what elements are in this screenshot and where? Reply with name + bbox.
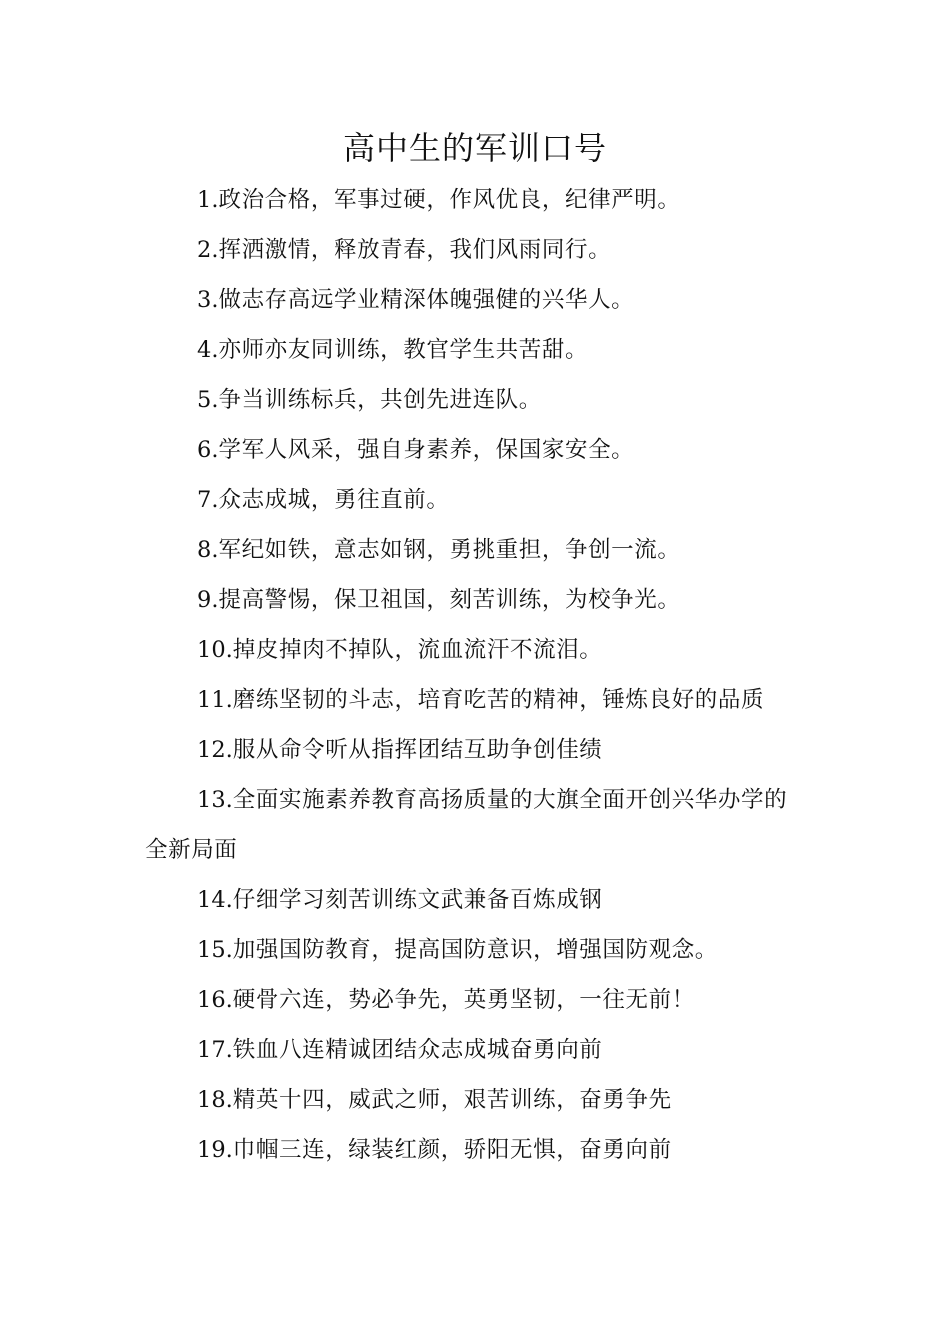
slogan-number: 9. <box>197 587 219 613</box>
slogan-text: 巾帼三连，绿装红颜，骄阳无惧，奋勇向前 <box>232 1137 672 1163</box>
slogan-item <box>145 225 810 275</box>
slogan-number: 4. <box>197 337 219 363</box>
slogan-text: 全面实施素养教育高扬质量的大旗全面开创兴华办学的全新局面 <box>145 787 788 863</box>
slogan-item <box>145 175 810 225</box>
slogan-text: 做志存高远学业精深体魄强健的兴华人。 <box>218 287 635 313</box>
slogan-number: 12. <box>197 737 233 763</box>
slogan-list <box>145 175 810 1175</box>
slogan-number: 1. <box>197 187 219 213</box>
slogan-number: 6. <box>197 437 219 463</box>
slogan-number: 14. <box>197 887 233 913</box>
slogan-item <box>145 925 810 975</box>
slogan-text: 军纪如铁，意志如钢，勇挑重担，争创一流。 <box>218 537 681 563</box>
slogan-number: 13. <box>197 787 233 813</box>
slogan-number: 17. <box>197 1037 233 1063</box>
slogan-text: 硬骨六连，势必争先，英勇坚韧，一往无前！ <box>232 987 695 1013</box>
slogan-text: 仔细学习刻苦训练文武兼备百炼成钢 <box>232 887 603 913</box>
slogan-item <box>145 425 810 475</box>
slogan-text: 学军人风采，强自身素养，保国家安全。 <box>218 437 635 463</box>
slogan-item <box>145 325 810 375</box>
slogan-number: 18. <box>197 1087 233 1113</box>
slogan-item <box>145 775 810 875</box>
slogan-item <box>145 625 810 675</box>
slogan-item <box>145 275 810 325</box>
slogan-item <box>145 1075 810 1125</box>
slogan-number: 15. <box>197 937 233 963</box>
slogan-item <box>145 375 810 425</box>
slogan-item <box>145 475 810 525</box>
slogan-item <box>145 525 810 575</box>
slogan-item <box>145 675 810 725</box>
slogan-text: 磨练坚韧的斗志，培育吃苦的精神，锤炼良好的品质 <box>232 687 765 713</box>
slogan-item <box>145 875 810 925</box>
slogan-text: 挥洒激情，释放青春，我们风雨同行。 <box>218 237 612 263</box>
slogan-number: 11. <box>197 687 233 713</box>
slogan-text: 掉皮掉肉不掉队，流血流汗不流泪。 <box>232 637 603 663</box>
slogan-text: 争当训练标兵，共创先进连队。 <box>218 387 542 413</box>
slogan-text: 铁血八连精诚团结众志成城奋勇向前 <box>232 1037 603 1063</box>
slogan-number: 19. <box>197 1137 233 1163</box>
slogan-number: 10. <box>197 637 233 663</box>
slogan-text: 加强国防教育，提高国防意识，增强国防观念。 <box>232 937 718 963</box>
slogan-text: 政治合格，军事过硬，作风优良，纪律严明。 <box>218 187 681 213</box>
slogan-text: 服从命令听从指挥团结互助争创佳绩 <box>232 737 603 763</box>
document-title: 高中生的军训口号 <box>342 129 607 167</box>
slogan-number: 8. <box>197 537 219 563</box>
slogan-item <box>145 575 810 625</box>
slogan-number: 5. <box>197 387 219 413</box>
slogan-item <box>145 975 810 1025</box>
slogan-number: 16. <box>197 987 233 1013</box>
slogan-item <box>145 1125 810 1175</box>
slogan-number: 3. <box>197 287 219 313</box>
slogan-text: 精英十四，威武之师，艰苦训练，奋勇争先 <box>232 1087 672 1113</box>
slogan-item <box>145 725 810 775</box>
slogan-text: 亦师亦友同训练，教官学生共苦甜。 <box>218 337 589 363</box>
slogan-text: 众志成城，勇往直前。 <box>218 487 450 513</box>
slogan-text: 提高警惕，保卫祖国，刻苦训练，为校争光。 <box>218 587 681 613</box>
slogan-number: 2. <box>197 237 219 263</box>
slogan-number: 7. <box>197 487 219 513</box>
slogan-item <box>145 1025 810 1075</box>
